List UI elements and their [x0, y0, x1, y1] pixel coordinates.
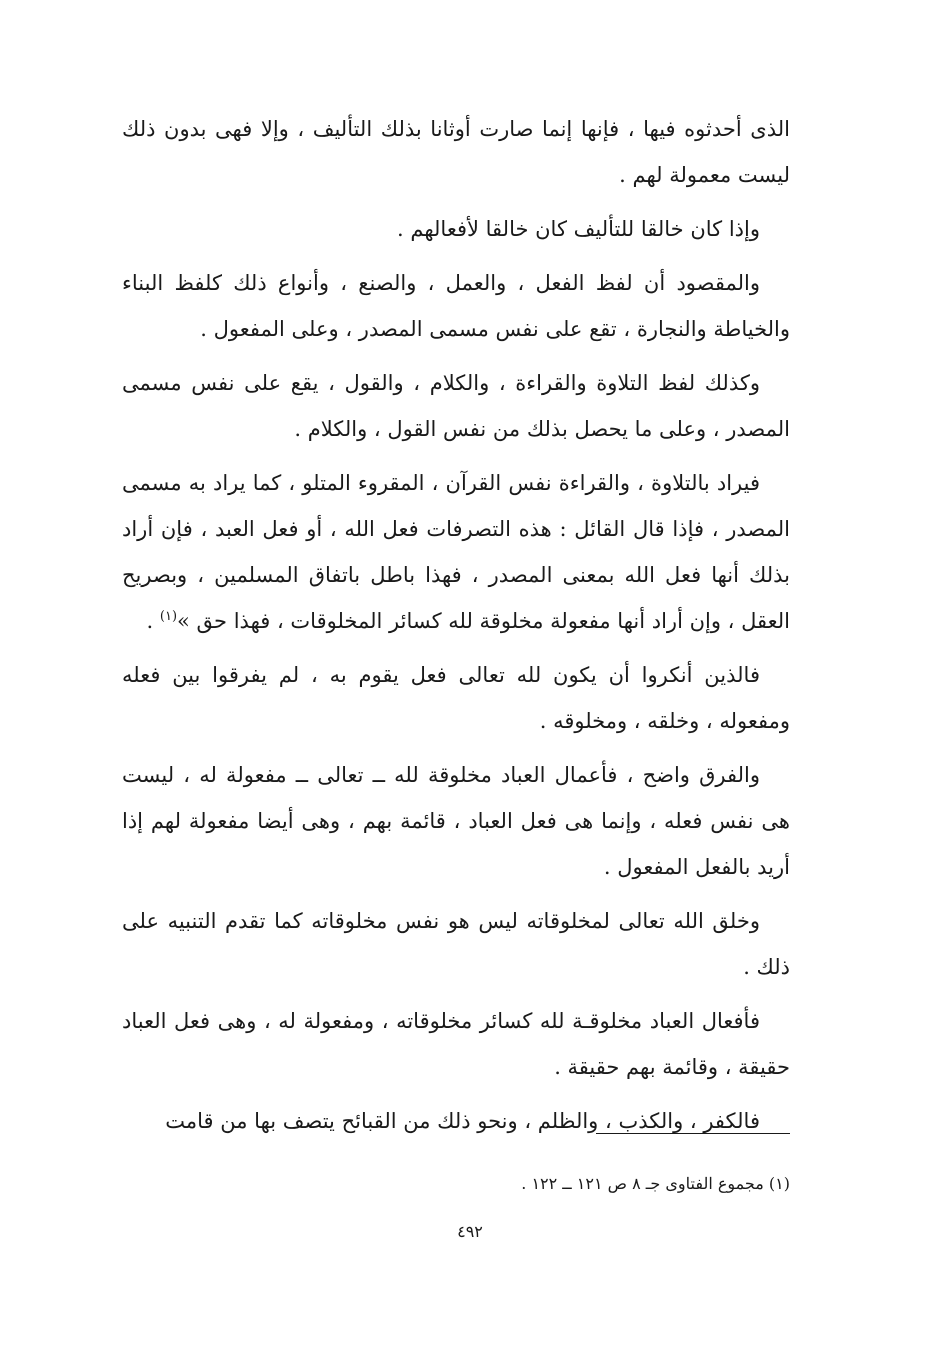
paragraph: فالذين أنكروا أن يكون لله تعالى فعل يقوم به ، لم يفرقوا بين فعله ومفعوله ، وخلقه ، ومخلوقه .: [122, 663, 790, 733]
paragraph: والمقصود أن لفظ الفعل ، والعمل ، والصنع ، وأنواع ذلك كلفظ البناء والخياطة والنجارة ، تقع على نفس مسمى المصدر ، وعلى المفعول .: [122, 271, 790, 341]
paragraph-with-footnote: [122, 460, 790, 644]
paragraph: فالكفر ، والكذب ، والظلم ، ونحو ذلك من القبائح يتصف بها من قامت: [165, 1109, 760, 1133]
paragraph: وإذا كان خالقا للتأليف كان خالقا لأفعالهم .: [397, 217, 760, 241]
body-text: [122, 106, 790, 1152]
paragraph: الذى أحدثوه فيها ، فإنها إنما صارت أوثانا بذلك التأليف ، وإلا فهى بدون ذلك ليست معمولة لهم .: [122, 117, 790, 187]
paragraph-text: فيراد بالتلاوة ، والقراءة نفس القرآن ، المقروء المتلو ، كما يراد به مسمى المصدر ، فإذا قال القائل : هذه التصرفات فعل الله ، أو فعل العبد ، فإن أراد بذلك أنها فعل الله بمعنى المصدر ، فهذا باطل باتفاق المسلمين ، وبصريح العقل ، وإن أراد أنها مفعولة مخلوقة لله كسائر المخلوقات ، فهذا حق »: [122, 471, 790, 633]
paragraph: وكذلك لفظ التلاوة والقراءة ، والكلام ، والقول ، يقع على نفس مسمى المصدر ، وعلى ما يحصل بذلك من نفس القول ، والكلام .: [122, 371, 790, 441]
paragraph: فأفعال العباد مخلوقـة لله كسائر مخلوقاته ، ومفعولة له ، وهى فعل العباد حقيقة ، وقائمة بهم حقيقة .: [122, 1009, 790, 1079]
footnote-separator: [596, 1133, 790, 1134]
page-number: ٤٩٢: [457, 1222, 483, 1241]
paragraph-end: .: [146, 609, 160, 633]
paragraph: والفرق واضح ، فأعمال العباد مخلوقة لله ــ تعالى ــ مفعولة له ، ليست هى نفس فعله ، وإنما هى فعل العباد ، قائمة بهم ، وهى أيضا مفعولة لهم إذا أريد بالفعل المفعول .: [122, 763, 790, 879]
footnote-reference: (١): [159, 609, 178, 624]
footnote: (١) مجموع الفتاوى جـ ٨ ص ١٢١ ــ ١٢٢ .: [521, 1174, 790, 1193]
paragraph: وخلق الله تعالى لمخلوقاته ليس هو نفس مخلوقاته كما تقدم التنبيه على ذلك .: [122, 909, 790, 979]
